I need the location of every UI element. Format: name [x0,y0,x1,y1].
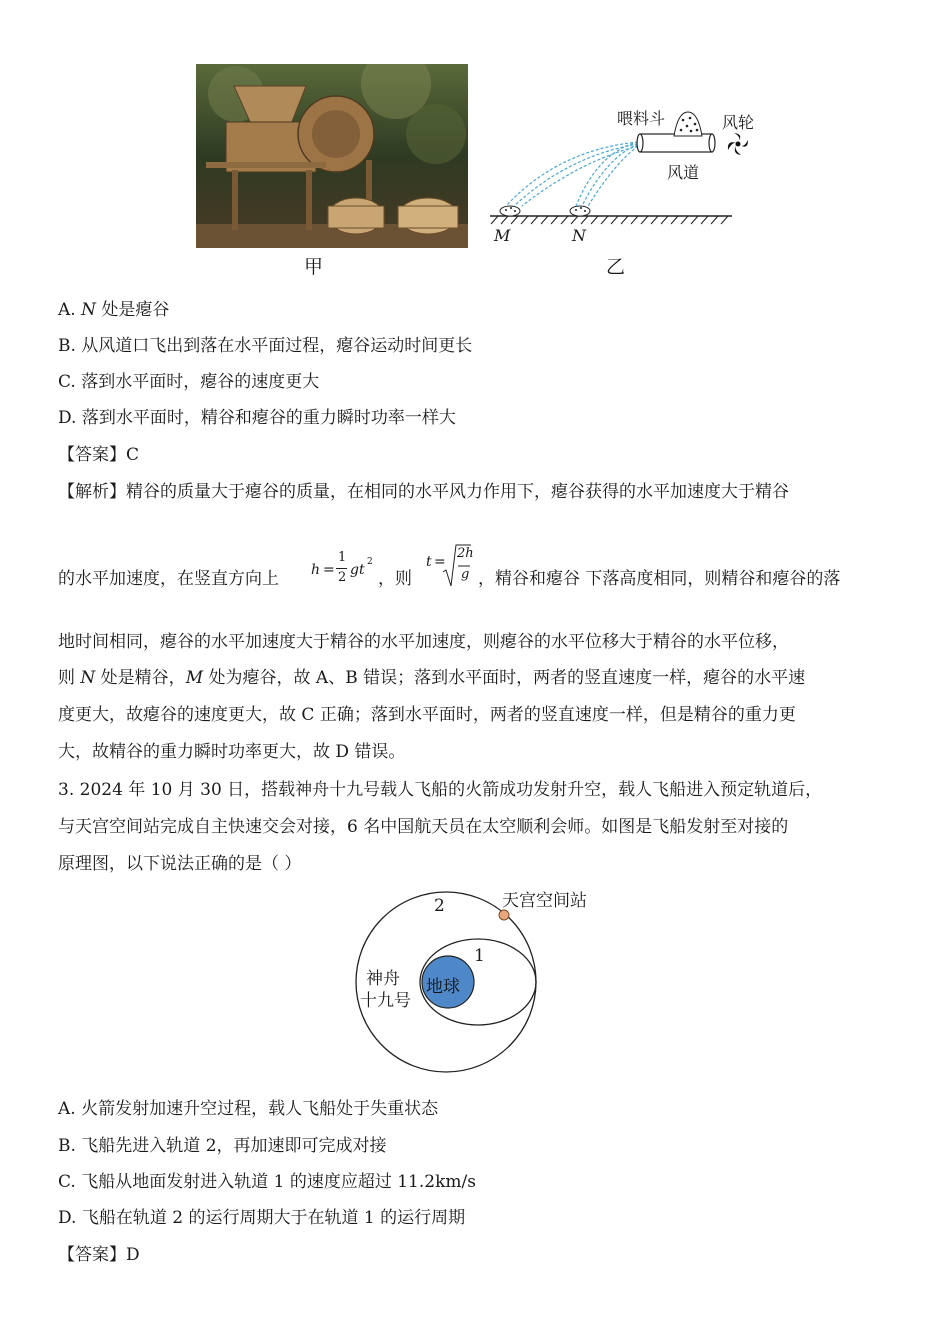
q2-analysis-line-1: 【解析】精谷的质量大于瘪谷的质量，在相同的水平风力作用下，瘪谷获得的水平加速度大于精谷 [58,482,789,502]
q3-stem-line-1: 3. 2024 年 10 月 30 日，搭载神舟十九号载人飞船的火箭成功发射升空，载人飞船进入预定轨道后， [58,780,823,800]
q2-option-a: A. N 处是瘪谷 [58,300,170,320]
label-duct: 风道 [667,163,700,182]
q2-analysis-line-2a: 的水平加速度，在竖直方向上 [58,569,279,589]
label-hopper: 喂料斗 [617,109,666,128]
formula-time: t = 2h g [426,540,472,590]
label-earth: 地球 [426,977,460,997]
q2-analysis-line-2b: ，则 [378,569,412,589]
label-orbit-2: 2 [434,896,445,916]
q2-analysis-line-3: 地时间相同，瘪谷的水平加速度大于精谷的水平加速度，则瘪谷的水平位移大于精谷的水平位移， [58,632,789,652]
label-wind-wheel: 风轮 [722,113,755,132]
label-shenzhou-1: 神舟 [366,969,400,989]
q2-analysis-line-5: 度更大，故瘪谷的速度更大，故 C 正确；落到水平面时，两者的竖直速度一样，但是精谷的重力更 [58,705,796,725]
q3-option-c: C. 飞船从地面发射进入轨道 1 的速度应超过 11.2km/s [58,1172,476,1192]
caption-left: 甲 [304,256,324,278]
caption-right: 乙 [606,256,626,278]
q2-analysis-line-6: 大，故精谷的重力瞬时功率更大，故 D 错误。 [58,742,406,762]
label-n: N [572,226,586,245]
label-space-station: 天宫空间站 [502,891,587,911]
q3-option-d: D. 飞船在轨道 2 的运行周期大于在轨道 1 的运行周期 [58,1208,466,1228]
q2-option-b: B. 从风道口飞出到落在水平面过程，瘪谷运动时间更长 [58,336,473,356]
wind-wheel-icon [728,133,748,155]
label-m: M [494,226,511,245]
q2-analysis-line-2c: ，精谷和瘪谷 下落高度相同，则精谷和瘪谷的落 [478,569,841,589]
space-station-marker [499,910,509,920]
q3-stem-line-2: 与天宫空间站完成自主快速交会对接，6 名中国航天员在太空顺利会师。如图是飞船发射至对接的 [58,817,789,837]
q3-stem-line-3: 原理图，以下说法正确的是（ ） [58,854,302,874]
fraction-bar [336,568,347,569]
label-orbit-1: 1 [474,946,485,966]
formula-height: h = 1 2 gt 2 [311,550,373,585]
q2-option-c: C. 落到水平面时，瘪谷的速度更大 [58,372,320,392]
q3-option-b: B. 飞船先进入轨道 2，再加速即可完成对接 [58,1136,387,1156]
label-shenzhou-2: 十九号 [360,991,411,1011]
q2-answer: 【答案】C [58,445,140,465]
q3-answer: 【答案】D [58,1245,140,1265]
q2-option-d: D. 落到水平面时，精谷和瘪谷的重力瞬时功率一样大 [58,408,456,428]
q3-option-a: A. 火箭发射加速升空过程，载人飞船处于失重状态 [58,1099,439,1119]
winnowing-machine-photo [196,64,468,248]
q2-analysis-line-4: 则 N 处是精谷，M 处为瘪谷，故 A、B 错误；落到水平面时，两者的竖直速度一样，瘪谷的水平速 [58,668,806,688]
